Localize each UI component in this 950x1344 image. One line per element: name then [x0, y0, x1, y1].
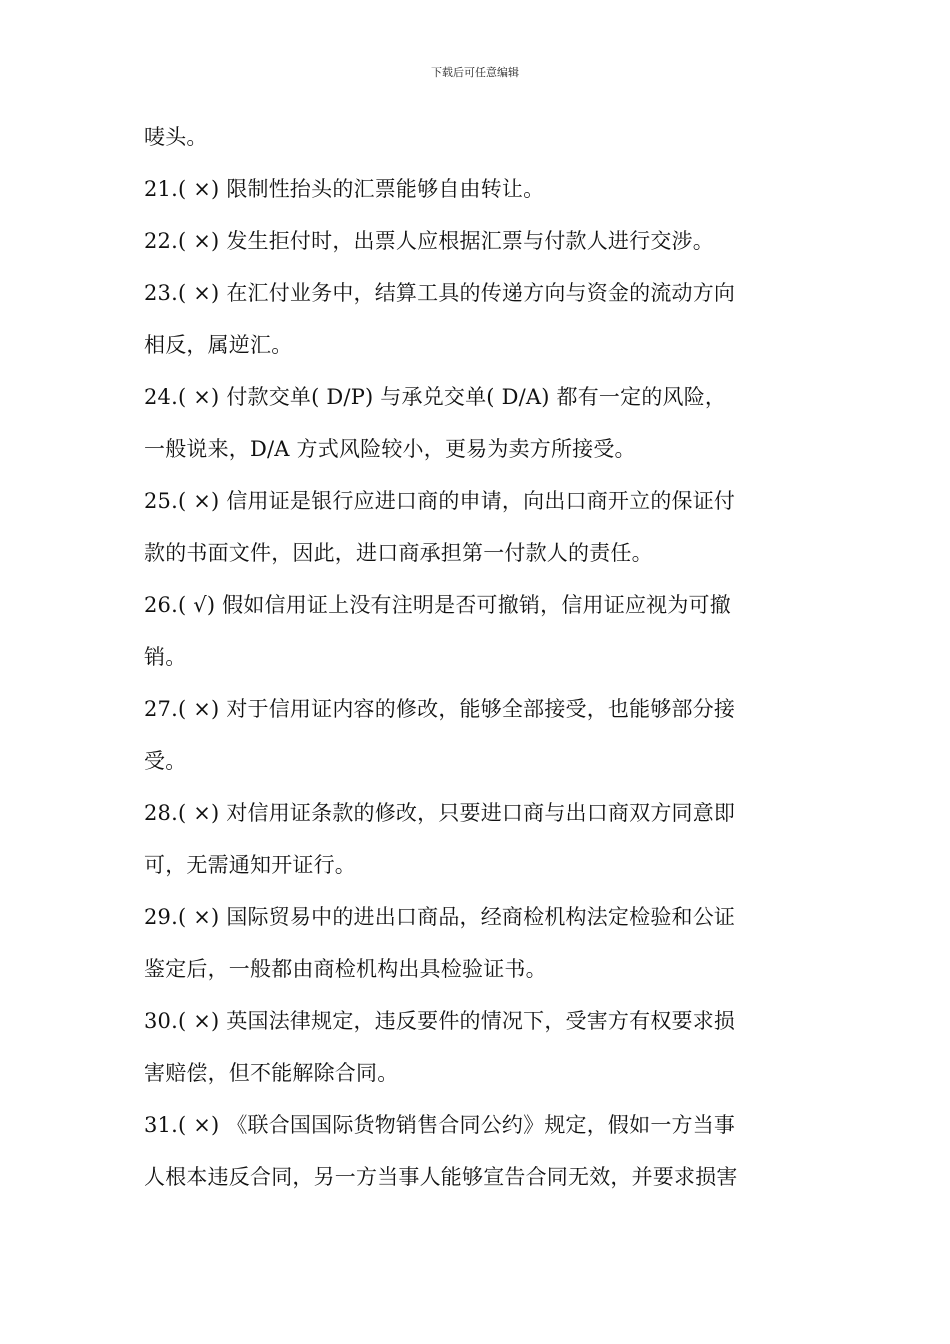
text-line: 28.( ×) 对信用证条款的修改，只要进口商与出口商双方同意即	[144, 801, 736, 825]
text-line: 24.( ×) 付款交单( D/P) 与承兑交单( D/A) 都有一定的风险，	[144, 385, 727, 409]
text-line: 31.( ×) 《联合国国际货物销售合同公约》规定，假如一方当事	[144, 1113, 736, 1137]
text-line: 人根本违反合同，另一方当事人能够宣告合同无效，并要求损害	[144, 1165, 738, 1189]
text-line: 销。	[144, 645, 187, 669]
text-line: 款的书面文件，因此，进口商承担第一付款人的责任。	[144, 541, 653, 565]
text-line: 相反，属逆汇。	[144, 333, 293, 357]
page-header: 下载后可任意编辑	[431, 66, 519, 79]
text-line: 唛头。	[144, 125, 208, 149]
document-body	[144, 114, 814, 1206]
text-line: 21.( ×) 限制性抬头的汇票能够自由转让。	[144, 177, 545, 201]
text-line: 30.( ×) 英国法律规定，违反要件的情况下，受害方有权要求损	[144, 1009, 736, 1033]
text-line: 22.( ×) 发生拒付时，出票人应根据汇票与付款人进行交涉。	[144, 229, 714, 253]
text-line: 受。	[144, 749, 187, 773]
text-line: 害赔偿，但不能解除合同。	[144, 1061, 399, 1085]
text-line: 25.( ×) 信用证是银行应进口商的申请，向出口商开立的保证付	[144, 489, 736, 513]
text-line: 23.( ×) 在汇付业务中，结算工具的传递方向与资金的流动方向	[144, 281, 736, 305]
text-line: 可，无需通知开证行。	[144, 853, 356, 877]
text-line: 一般说来，D/A 方式风险较小，更易为卖方所接受。	[144, 437, 636, 461]
text-line: 27.( ×) 对于信用证内容的修改，能够全部接受，也能够部分接	[144, 697, 736, 721]
text-line: 鉴定后，一般都由商检机构出具检验证书。	[144, 957, 547, 981]
text-line: 29.( ×) 国际贸易中的进出口商品，经商检机构法定检验和公证	[144, 905, 736, 929]
text-line: 26.( √) 假如信用证上没有注明是否可撤销，信用证应视为可撤	[144, 593, 731, 617]
